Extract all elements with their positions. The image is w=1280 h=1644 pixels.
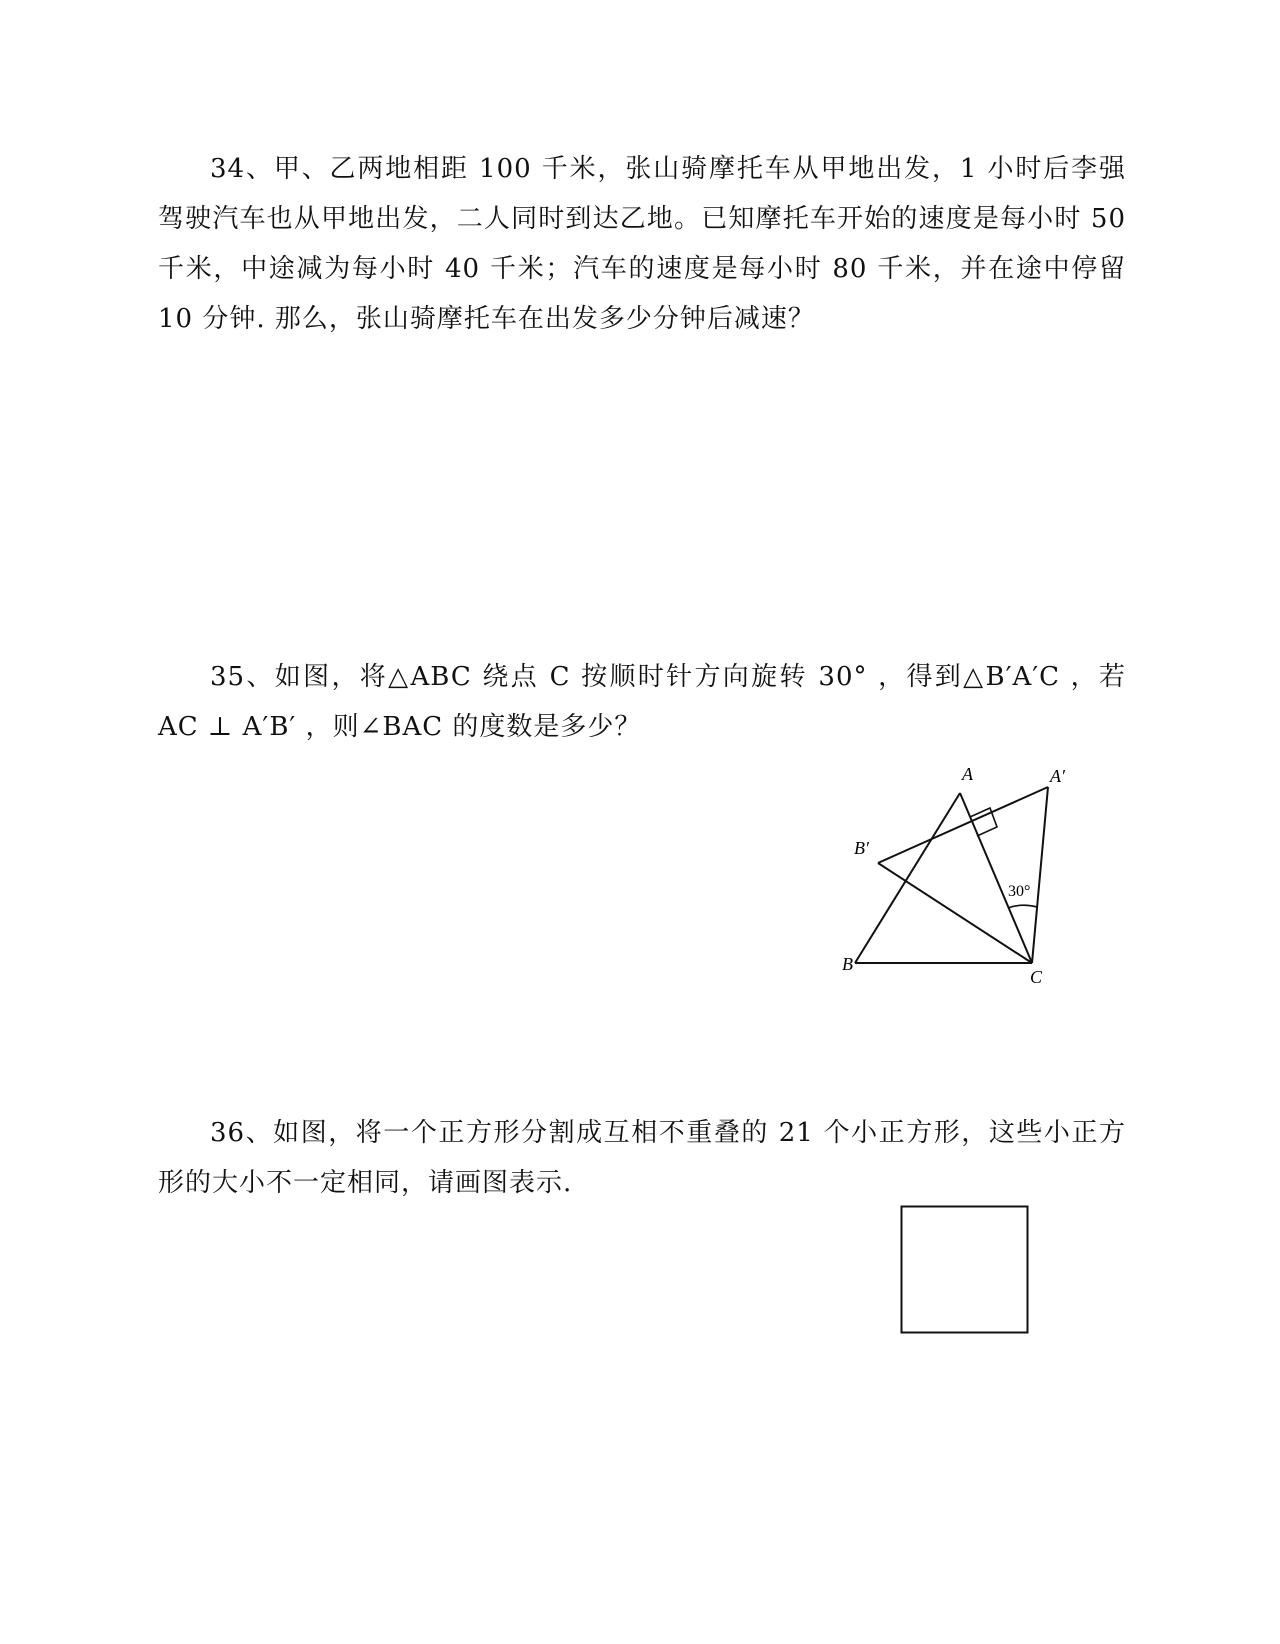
square-figure [900, 1205, 1030, 1335]
problem-36-text: 36、如图，将一个正方形分割成互相不重叠的 21 个小正方形，这些小正方形的大小不一定相同，请画图表示. [158, 1118, 1126, 1198]
problem-35 [158, 652, 1126, 752]
problem-34 [158, 144, 1126, 344]
angle-arc-30 [1008, 905, 1037, 908]
problem-35-text: 35、如图，将△ABC 绕点 C 按顺时针方向旋转 30° ，得到△B′A′C ，若 AC ⊥ A′B′ ，则∠BAC 的度数是多少？ [158, 662, 1126, 742]
problem-34-text: 34、甲、乙两地相距 100 千米，张山骑摩托车从甲地出发，1 小时后李强驾驶汽车也从甲地出发，二人同时到达乙地。已知摩托车开始的速度是每小时 50 千米，中途减为每小时 40 千米；汽车的速度是每小时 80 千米，并在途中停留 10 分钟. 那么，张山骑摩托车在出发多少分钟后减速？ [158, 154, 1126, 334]
label-angle-30: 30° [1008, 883, 1031, 900]
label-A: A [962, 764, 973, 784]
square-diagram [900, 1205, 1030, 1335]
rotated-triangle-figure [840, 764, 1065, 1000]
segment-AC [960, 793, 1032, 963]
triangle-diagram [840, 764, 1065, 1000]
segment-AB [855, 793, 960, 963]
segment-B-prime-C [878, 863, 1032, 963]
outer-square [902, 1207, 1028, 1333]
label-B-prime: B′ [854, 838, 869, 858]
segment-A-prime-C [1032, 787, 1048, 963]
label-A-prime: A′ [1050, 766, 1065, 786]
problem-36 [158, 1108, 1126, 1208]
label-B: B [842, 954, 853, 974]
label-C: C [1030, 967, 1043, 987]
